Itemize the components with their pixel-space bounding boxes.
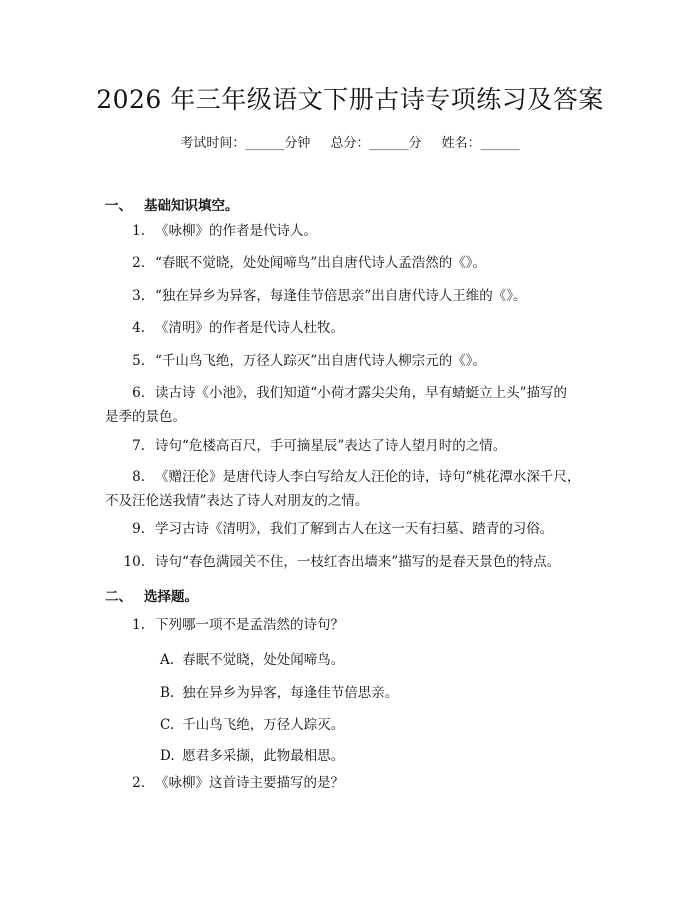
page-title: 2026 年三年级语文下册古诗专项练习及答案	[96, 85, 604, 114]
question-number: 1.	[132, 617, 145, 633]
question-text: 《清明》的作者是代诗人杜牧。	[155, 320, 344, 336]
question-continuation	[105, 405, 605, 429]
question-text: 《咏柳》的作者是代诗人。	[155, 223, 317, 239]
section-label: 基础知识填空。	[144, 198, 239, 214]
option-text: 春眠不觉晓，处处闻啼鸟。	[182, 652, 345, 668]
exam-time: 考试时间：______分钟	[180, 136, 311, 151]
question-item	[105, 613, 605, 637]
question-item	[105, 550, 605, 574]
option-a	[160, 648, 344, 668]
question-text: 《咏柳》这首诗主要描写的是？	[155, 775, 344, 791]
option-text: 独在异乡为异客，每逢佳节倍思亲。	[182, 685, 399, 701]
question-number: 5.	[132, 353, 145, 369]
option-d	[160, 744, 344, 764]
question-item	[105, 771, 605, 795]
exam-score: 总分：______分	[330, 136, 422, 151]
question-number: 10.	[123, 554, 145, 570]
student-name: 姓名：______	[441, 136, 520, 151]
question-text: 不及汪伦送我情”表达了诗人对朋友的之情。	[105, 493, 369, 509]
section-heading-1	[105, 194, 239, 214]
question-text: “千山鸟飞绝，万径人踪灭”出自唐代诗人柳宗元的《》。	[155, 353, 487, 369]
question-item	[105, 219, 605, 243]
question-item	[105, 517, 605, 541]
section-number: 二、	[105, 589, 132, 605]
question-number: 4.	[132, 320, 145, 336]
question-text: 下列哪一项不是孟浩然的诗句？	[155, 617, 344, 633]
option-text: 愿君多采撷，此物最相思。	[182, 748, 345, 764]
exam-info	[0, 132, 700, 151]
question-number: 7.	[132, 438, 145, 454]
question-number: 2.	[132, 255, 145, 271]
section-heading-2	[105, 585, 198, 605]
question-text: 读古诗《小池》，我们知道“小荷才露尖尖角，早有蜻蜓立上头”描写的	[155, 385, 568, 401]
option-c	[160, 713, 344, 733]
section-number: 一、	[105, 198, 132, 214]
question-item	[105, 284, 605, 308]
question-text: 《赠汪伦》是唐代诗人李白写给友人汪伦的诗，诗句“桃花潭水深千尺，	[155, 469, 581, 485]
question-text: 学习古诗《清明》，我们了解到古人在这一天有扫墓、踏青的习俗。	[155, 521, 554, 537]
question-text: 是季的景色。	[105, 409, 186, 425]
option-b	[160, 681, 398, 701]
question-item	[105, 251, 605, 275]
section-label: 选择题。	[144, 589, 198, 605]
question-text: 诗句“春色满园关不住，一枝红杏出墙来”描写的是春天景色的特点。	[155, 554, 561, 570]
question-number: 3.	[132, 288, 145, 304]
question-item	[105, 434, 605, 458]
option-letter: A.	[160, 652, 175, 668]
question-item	[105, 381, 605, 405]
question-number: 2.	[132, 775, 145, 791]
question-number: 8.	[132, 469, 145, 485]
question-number: 6.	[132, 385, 145, 401]
question-text: “独在异乡为异客，每逢佳节倍思亲”出自唐代诗人王维的《》。	[155, 288, 527, 304]
question-continuation	[105, 489, 605, 513]
question-text: 诗句“危楼高百尺，手可摘星辰”表达了诗人望月时的之情。	[155, 438, 507, 454]
question-item	[105, 316, 605, 340]
option-letter: B.	[160, 685, 175, 701]
question-number: 9.	[132, 521, 145, 537]
option-letter: D.	[160, 748, 175, 764]
question-number: 1.	[132, 223, 145, 239]
option-text: 千山鸟飞绝，万径人踪灭。	[182, 717, 345, 733]
question-item	[105, 349, 605, 373]
option-letter: C.	[160, 717, 175, 733]
question-text: “春眠不觉晓，处处闻啼鸟”出自唐代诗人孟浩然的《》。	[155, 255, 487, 271]
question-item	[105, 465, 605, 489]
